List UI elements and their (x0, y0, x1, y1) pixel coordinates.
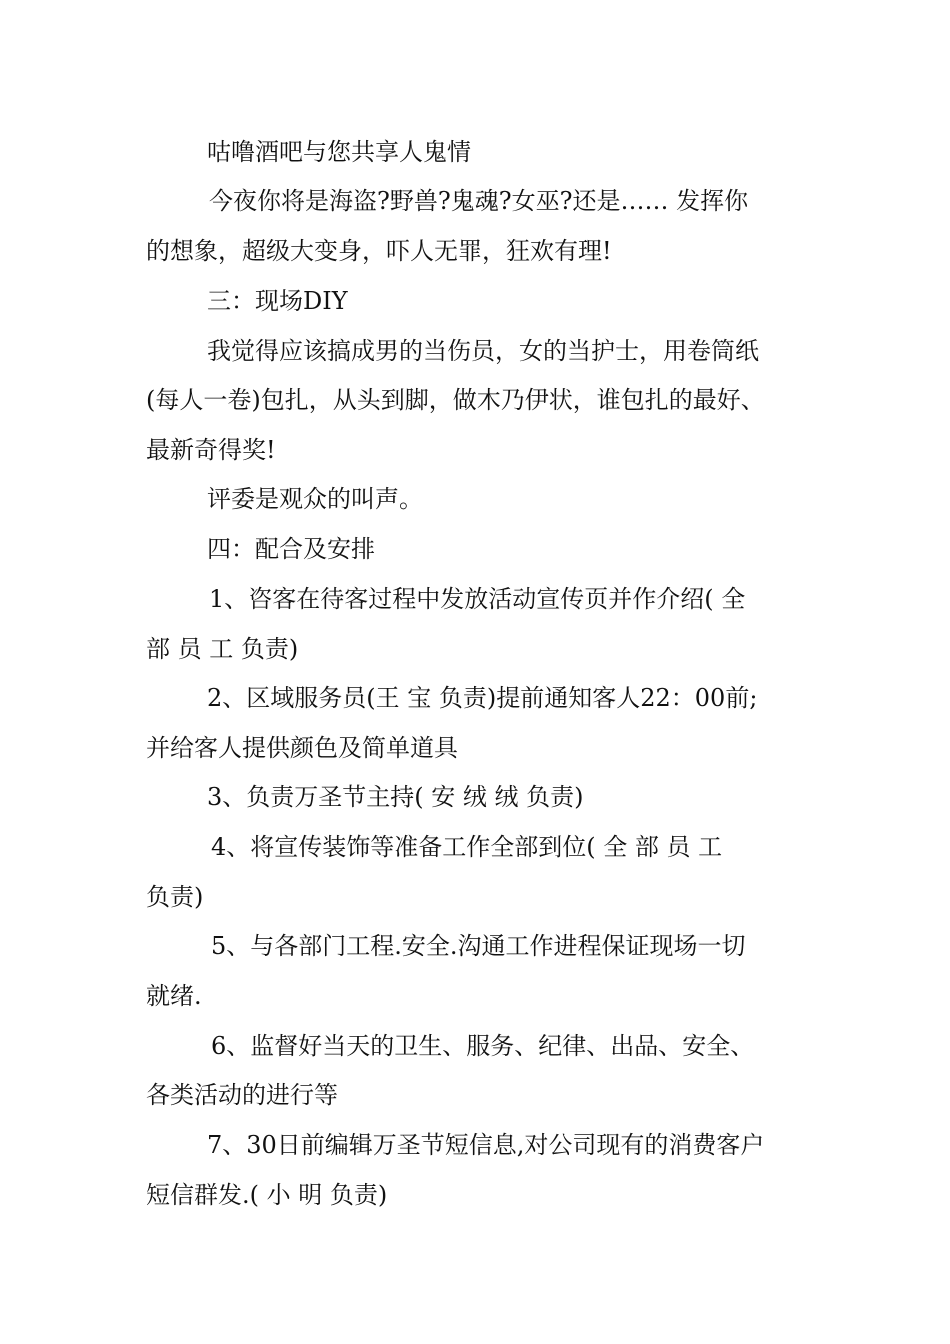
list-item-3: 3、负责万圣节主持( 安 绒 绒 负责) (207, 783, 584, 811)
list-item-5-line-2: 就绪. (146, 982, 202, 1010)
list-item-7-line-2: 短信群发.( 小 明 负责) (146, 1181, 388, 1209)
text-line-7: 最新奇得奖! (146, 436, 276, 464)
text-line-6: (每人一卷)包扎，从头到脚，做木乃伊状，谁包扎的最好、 (146, 386, 765, 414)
list-item-1-line-1: 1、咨客在待客过程中发放活动宣传页并作介绍( 全 (209, 585, 746, 613)
list-item-4-line-1: 4、将宣传装饰等准备工作全部到位( 全 部 员 工 (211, 833, 723, 861)
list-item-6-line-1: 6、监督好当天的卫生、服务、纪律、出品、安全、 (211, 1032, 755, 1060)
list-item-7-line-1: 7、30日前编辑万圣节短信息,对公司现有的消费客户 (207, 1131, 765, 1159)
text-line-2: 今夜你将是海盗?野兽?鬼魂?女巫?还是…… 发挥你 (209, 187, 749, 215)
section-heading-3: 三：现场DIY (207, 287, 348, 315)
list-item-2-line-1: 2、区域服务员(王 宝 负责)提前通知客人22：00前; (207, 684, 758, 712)
text-line-5: 我觉得应该搞成男的当伤员，女的当护士，用卷筒纸 (207, 337, 759, 365)
list-item-1-line-2: 部 员 工 负责) (146, 635, 299, 663)
list-item-4-line-2: 负责) (146, 883, 204, 911)
text-line-3: 的想象，超级大变身，吓人无罪，狂欢有理! (146, 237, 612, 265)
section-heading-4: 四：配合及安排 (207, 535, 375, 563)
text-line-1: 咕噜酒吧与您共享人鬼情 (207, 138, 471, 166)
list-item-6-line-2: 各类活动的进行等 (146, 1081, 338, 1109)
list-item-5-line-1: 5、与各部门工程.安全.沟通工作进程保证现场一切 (211, 932, 746, 960)
list-item-2-line-2: 并给客人提供颜色及简单道具 (146, 734, 458, 762)
text-line-8: 评委是观众的叫声。 (207, 485, 423, 513)
